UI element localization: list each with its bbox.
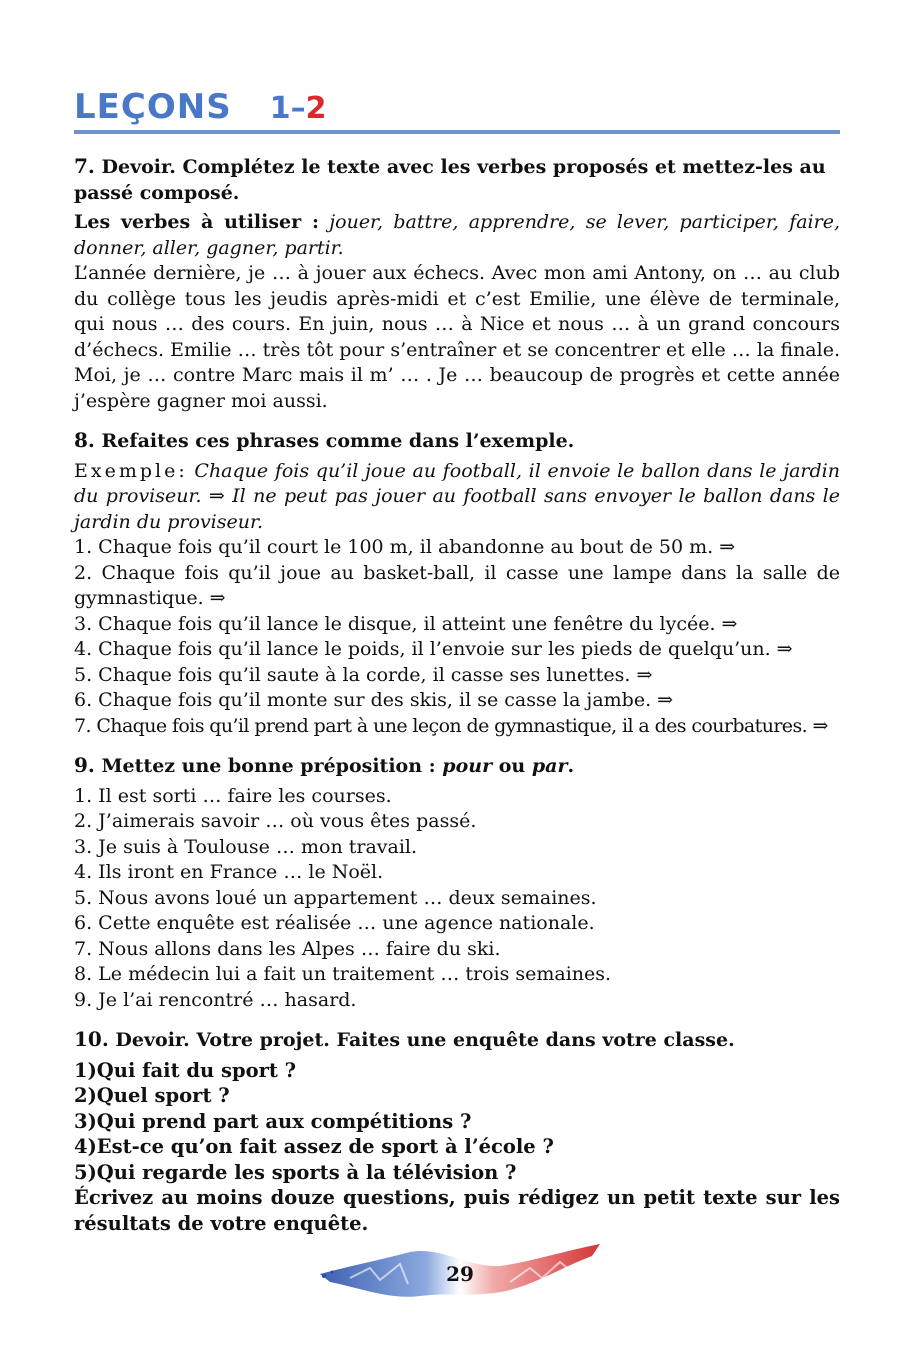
question: 2)Quel sport ?	[74, 1084, 230, 1107]
exercise-9-list	[74, 784, 840, 1014]
exercise-9-title: 9. Mettez une bonne préposition : pour ou par.	[74, 753, 575, 777]
page-number: 29	[446, 1262, 474, 1286]
list-item: 3. Chaque fois qu’il lance le disque, il atteint une fenêtre du lycée. ⇒	[74, 612, 738, 635]
question: 5)Qui regarde les sports à la télévision ?	[74, 1160, 517, 1184]
list-item: 5. Nous avons loué un appartement … deux semaines.	[74, 886, 597, 909]
exercise-9	[74, 753, 840, 1013]
header-rule	[74, 130, 840, 134]
list-item: 9. Je l’ai rencontré … hasard.	[74, 988, 357, 1011]
exercise-7-title: 7. Devoir. Complétez le texte avec les verbes proposés et mettez-les au passé composé.	[74, 154, 826, 204]
exercise-10-title: 10. Devoir. Votre projet. Faites une enquête dans votre classe.	[74, 1027, 735, 1051]
list-item: 7. Chaque fois qu’il prend part à une leçon de gymnastique, il a des courbatures. ⇒	[74, 714, 828, 737]
exercise-7	[74, 154, 840, 414]
list-item: 4. Chaque fois qu’il lance le poids, il l’envoie sur les pieds de quelqu’un. ⇒	[74, 638, 793, 660]
list-item: 7. Nous allons dans les Alpes … faire du ski.	[74, 937, 501, 960]
exercise-10	[74, 1027, 840, 1236]
exercise-8-title: 8. Refaites ces phrases comme dans l’exemple.	[74, 428, 575, 452]
list-item: 1. Il est sorti … faire les courses.	[74, 784, 392, 807]
closing-instruction: Écrivez au moins douze questions, puis rédigez un petit texte sur les résultats de votre enquête.	[74, 1186, 840, 1235]
list-item: 3. Je suis à Toulouse … mon travail.	[74, 835, 418, 858]
exercise-8	[74, 428, 840, 739]
list-item: 4. Ils iront en France … le Noël.	[74, 861, 384, 883]
list-item: 6. Chaque fois qu’il monte sur des skis, il se casse la jambe. ⇒	[74, 689, 674, 711]
list-item: 2. J’aimerais savoir … où vous êtes passé.	[74, 810, 477, 832]
page-footer	[310, 1238, 610, 1310]
list-item: 8. Le médecin lui a fait un traitement … trois semaines.	[74, 963, 612, 985]
lesson-number: 1–2	[269, 91, 327, 126]
list-item: 6. Cette enquête est réalisée … une agence nationale.	[74, 912, 595, 934]
list-item: 2. Chaque fois qu’il joue au basket-ball, il casse une lampe dans la salle de gymnastique. ⇒	[74, 561, 840, 609]
exercise-7-text: L’année dernière, je … à jouer aux échecs. Avec mon ami Antony, on … au club du collège tous les jeudis après-midi et c’est Emilie, une élève de terminale, qui nous … des cours. En juin, nous … à Nice et nous … à un grand concours d’échecs. Emilie … très tôt pour s’entraîner et se concentrer et elle … la finale. Moi, je … contre Marc mais il m’ … . Je … beaucoup de progrès et cette année j’espère gagner moi aussi.	[74, 262, 840, 412]
question: 1)Qui fait du sport ?	[74, 1058, 297, 1082]
page	[74, 80, 840, 1236]
lesson-header	[74, 80, 840, 127]
question: 4)Est-ce qu’on fait assez de sport à l’école ?	[74, 1135, 554, 1158]
verbs-line: Les verbes à utiliser : jouer, battre, apprendre, se lever, participer, faire, donner, aller, gagner, partir.	[74, 211, 840, 259]
example: Exemple: Chaque fois qu’il joue au football, il envoie le ballon dans le jardin du proviseur. ⇒ Il ne peut pas jouer au football sans envoyer le ballon dans le jardin du proviseur.	[74, 459, 840, 533]
exercise-8-list	[74, 535, 840, 739]
question: 3)Qui prend part aux compétitions ?	[74, 1109, 472, 1133]
list-item: 5. Chaque fois qu’il saute à la corde, il casse ses lunettes. ⇒	[74, 663, 653, 686]
list-item: 1. Chaque fois qu’il court le 100 m, il abandonne au bout de 50 m. ⇒	[74, 536, 736, 558]
lesson-title: LEÇONS	[74, 87, 232, 127]
